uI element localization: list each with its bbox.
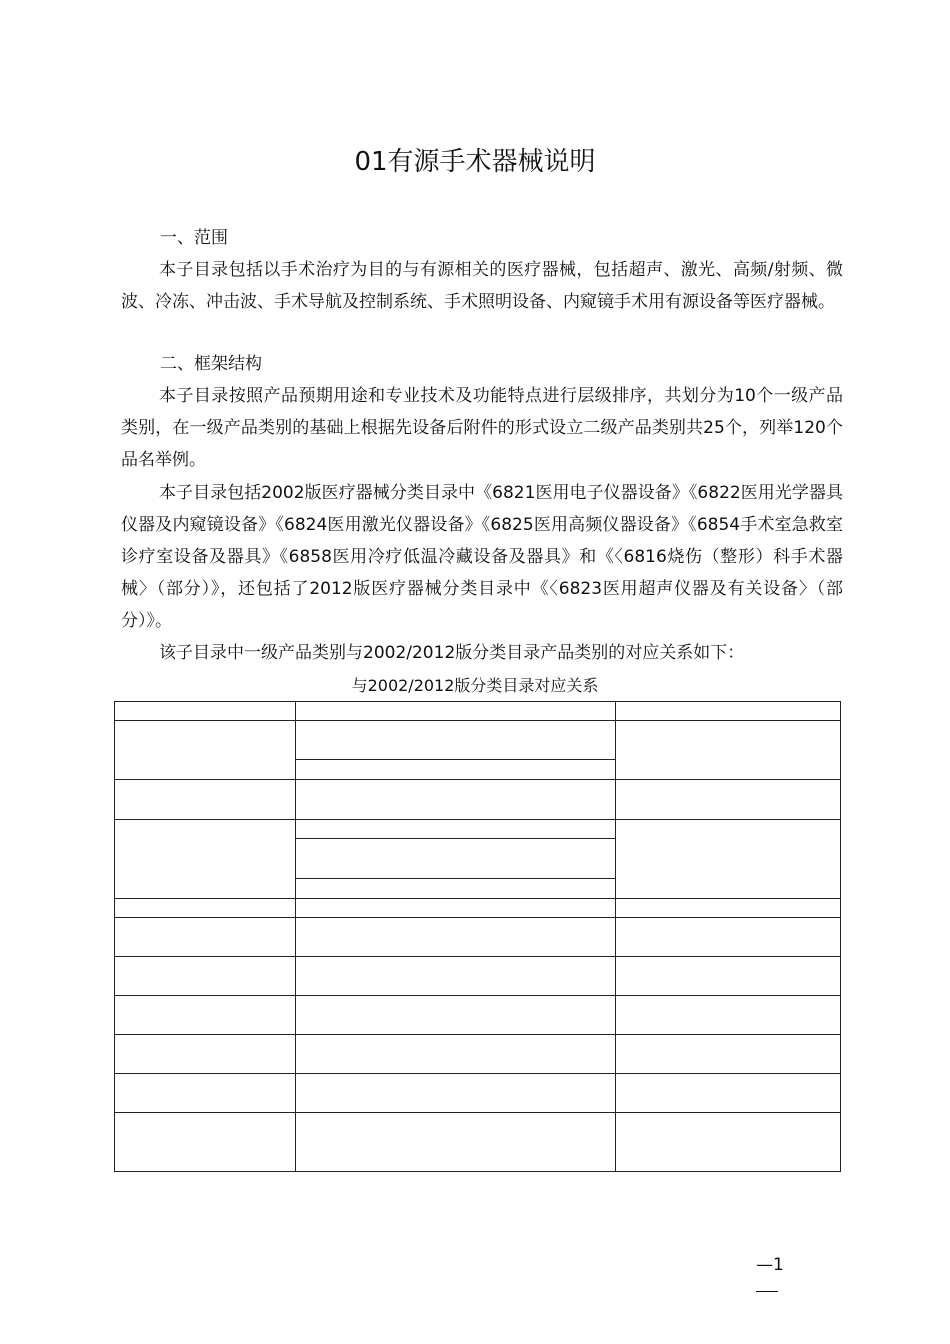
table-border-bottom	[114, 1171, 841, 1172]
section-heading-structure: 二、框架结构	[160, 354, 262, 374]
table-row-divider	[114, 701, 841, 702]
table-row-divider	[114, 1073, 841, 1074]
table-caption: 与2002/2012版分类目录对应关系	[351, 676, 599, 695]
table-row-divider	[114, 779, 841, 780]
table-row-divider	[114, 720, 841, 721]
scope-paragraph: 本子目录包括以手术治疗为目的与有源相关的医疗器械，包括超声、激光、高频/射频、微波、冷冻、冲击波、手术导航及控制系统、手术照明设备、内窥镜手术用有源设备等医疗器械。	[121, 260, 843, 312]
table-row-divider	[114, 1034, 841, 1035]
page-number-underline	[756, 1291, 778, 1292]
table-row-divider	[114, 898, 841, 899]
table-border-right	[840, 701, 841, 1172]
table-row-divider	[114, 995, 841, 996]
section-heading-scope: 一、范围	[160, 228, 228, 248]
table-row-divider	[114, 1112, 841, 1113]
page-number-value: 1	[773, 1255, 784, 1275]
correspondence-table	[114, 701, 841, 1172]
table-column-divider	[615, 701, 616, 1172]
table-row-divider	[114, 956, 841, 957]
page-number-dash: —	[756, 1255, 773, 1275]
page-title: 01有源手术器械说明	[354, 147, 596, 177]
page-number	[756, 1253, 784, 1277]
table-row-divider	[114, 819, 841, 820]
structure-paragraph-1: 本子目录按照产品预期用途和专业技术及功能特点进行层级排序，共划分为10个一级产品类别，在一级产品类别的基础上根据先设备后附件的形式设立二级产品类别共25个，列举120个品名举例。	[121, 386, 843, 470]
table-subrow-divider	[295, 759, 616, 760]
table-column-divider	[295, 701, 296, 1172]
table-border-left	[114, 701, 115, 1172]
structure-paragraph-2: 本子目录包括2002版医疗器械分类目录中《6821医用电子仪器设备》《6822医用光学器具仪器及内窥镜设备》《6824医用激光仪器设备》《6825医用高频仪器设备》《6854手术室急救室诊疗室设备及器具》《6858医用冷疗低温冷藏设备及器具》和《〈6816烧伤（整形）科手术器械〉（部分）》，还包括了2012版医疗器械分类目录中《〈6823医用超声仪器及有关设备〉（部分）》。	[121, 483, 843, 631]
table-subrow-divider	[295, 878, 616, 879]
table-row-divider	[114, 917, 841, 918]
structure-paragraph-3: 该子目录中一级产品类别与2002/2012版分类目录产品类别的对应关系如下：	[159, 643, 745, 663]
table-subrow-divider	[295, 838, 616, 839]
